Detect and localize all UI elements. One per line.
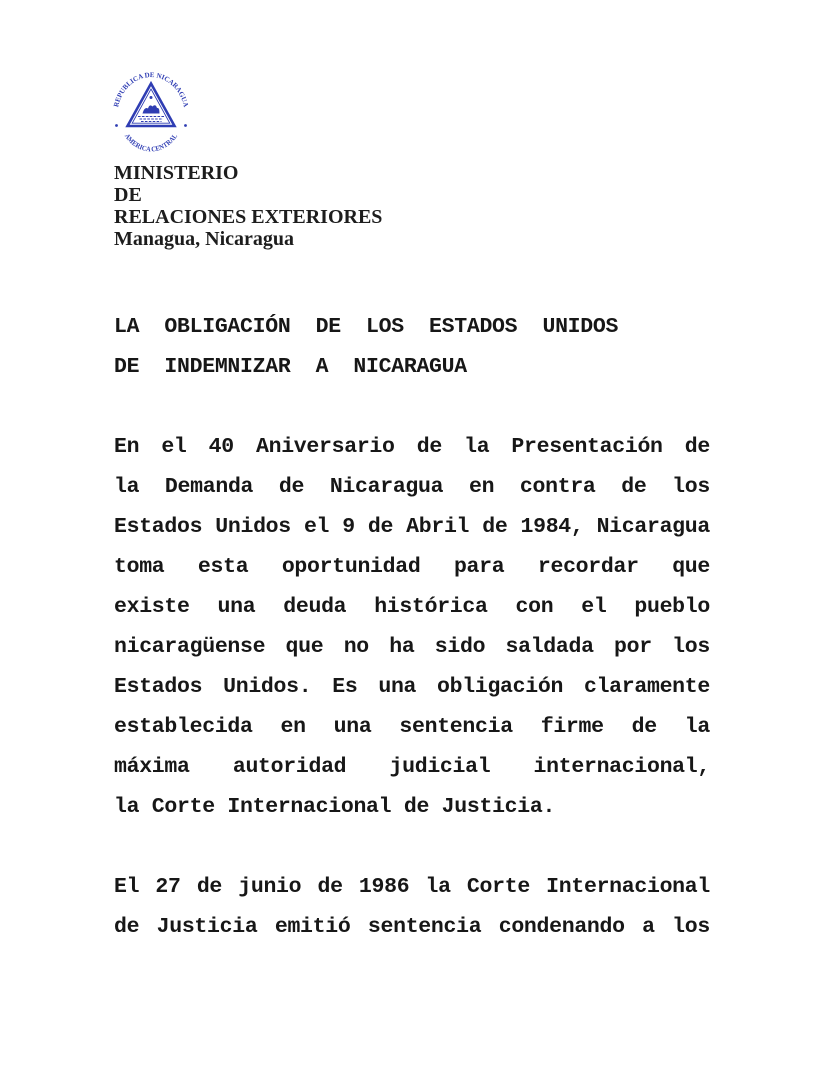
seal-cap-icon (150, 96, 153, 99)
paragraph (114, 867, 710, 947)
ministry-name-line: DE (114, 184, 142, 206)
document-title (114, 307, 710, 387)
document-title-line: DE INDEMNIZAR A NICARAGUA (114, 355, 467, 379)
seal-right-dot (184, 124, 187, 127)
body-line: toma esta oportunidad para recordar que (114, 555, 710, 579)
body-line: El 27 de junio de 1986 la Corte Internacional (114, 875, 710, 899)
nicaragua-coat-of-arms-seal-icon (110, 68, 192, 158)
body-line: existe una deuda histórica con el pueblo (114, 595, 710, 619)
body-line: la Demanda de Nicaragua en contra de los (114, 475, 710, 499)
seal-triangle-emblem (128, 84, 175, 127)
body-line: Estados Unidos. Es una obligación claramente (114, 675, 710, 699)
seal-left-dot (115, 124, 118, 127)
seal-bottom-text: AMERICA CENTRAL (122, 131, 180, 154)
paragraph (114, 427, 710, 827)
body-line: la Corte Internacional de Justicia. (114, 795, 556, 819)
body-line: nicaragüense que no ha sido saldada por los (114, 635, 710, 659)
body-line: máxima autoridad judicial internacional, (114, 755, 710, 779)
seal-top-text: REPUBLICA DE NICARAGUA (112, 71, 190, 108)
ministry-name-line: RELACIONES EXTERIORES (114, 206, 383, 228)
body-line: En el 40 Aniversario de la Presentación de (114, 435, 710, 459)
body-line: Estados Unidos el 9 de Abril de 1984, Nicaragua (114, 515, 710, 539)
document-title-line: LA OBLIGACIÓN DE LOS ESTADOS UNIDOS (114, 315, 619, 339)
body-line: establecida en una sentencia firme de la (114, 715, 710, 739)
body-line: de Justicia emitió sentencia condenando a los (114, 915, 710, 939)
document-column (114, 307, 710, 947)
ministry-name-line: MINISTERIO (114, 162, 239, 184)
document-body (114, 427, 710, 947)
ministry-location: Managua, Nicaragua (114, 228, 294, 250)
ministry-letterhead (114, 162, 382, 250)
